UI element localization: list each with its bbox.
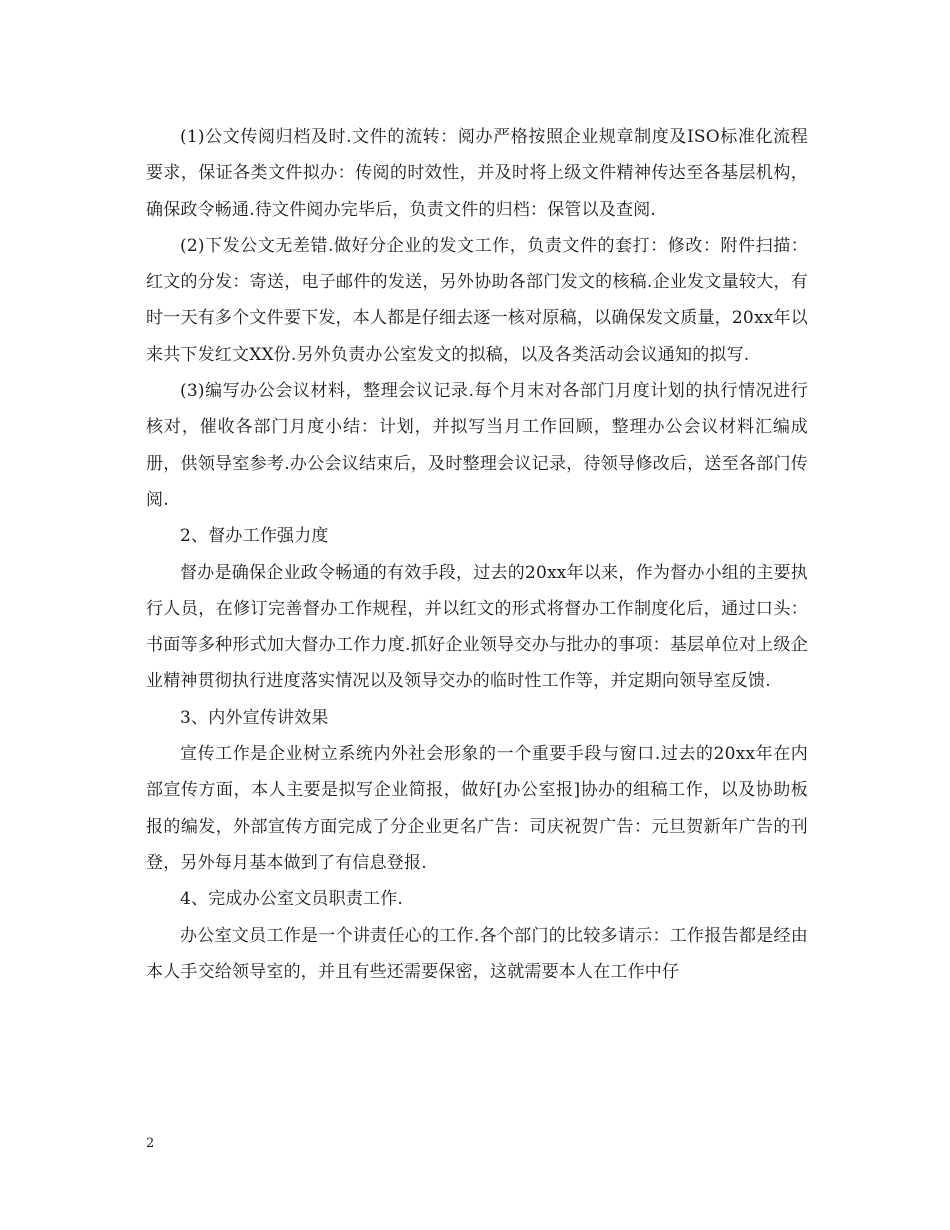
paragraph-1: (1)公文传阅归档及时.文件的流转：阅办严格按照企业规章制度及ISO标准化流程要求，保证各类文件拟办：传阅的时效性，并及时将上级文件精神传达至各基层机构，确保政令畅通.待文件阅办完毕后，负责文件的归档：保管以及查阅. <box>146 127 808 220</box>
paragraph-6: 办公室文员工作是一个讲责任心的工作.各个部门的比较多请示：工作报告都是经由本人手交给领导室的，并且有些还需要保密，这就需要本人在工作中仔 <box>146 925 808 982</box>
document-body <box>146 119 808 990</box>
section-heading-3: 3、内外宣传讲效果 <box>180 707 329 728</box>
paragraph-5: 宣传工作是企业树立系统内外社会形象的一个重要手段与窗口.过去的20xx年在内部宣传方面，本人主要是拟写企业简报，做好[办公室报]协办的组稿工作，以及协助板报的编发，外部宣传方面完成了分企业更名广告：司庆祝贺广告：元旦贺新年广告的刊登，另外每月基本做到了有信息登报. <box>146 744 808 873</box>
paragraph-2: (2)下发公文无差错.做好分企业的发文工作，负责文件的套打：修改：附件扫描：红文的分发：寄送，电子邮件的发送，另外协助各部门发文的核稿.企业发文量较大，有时一天有多个文件要下发，本人都是仔细去逐一核对原稿，以确保发文质量，20xx年以来共下发红文XX份.另外负责办公室发文的拟稿，以及各类活动会议通知的拟写. <box>146 235 808 365</box>
section-heading-2: 2、督办工作强力度 <box>180 526 329 547</box>
section-heading-4: 4、完成办公室文员职责工作. <box>180 889 404 910</box>
paragraph-3: (3)编写办公会议材料，整理会议记录.每个月末对各部门月度计划的执行情况进行核对，催收各部门月度小结：计划，并拟写当月工作回顾，整理办公会议材料汇编成册，供领导室参考.办公会议结束后，及时整理会议记录，待领导修改后，送至各部门传阅. <box>146 381 808 510</box>
page-number: 2 <box>146 1136 155 1151</box>
paragraph-4: 督办是确保企业政令畅通的有效手段，过去的20xx年以来，作为督办小组的主要执行人员，在修订完善督办工作规程，并以红文的形式将督办工作制度化后，通过口头：书面等多种形式加大督办工作力度.抓好企业领导交办与批办的事项：基层单位对上级企业精神贯彻执行进度落实情况以及领导交办的临时性工作等，并定期向领导室反馈. <box>146 562 808 692</box>
